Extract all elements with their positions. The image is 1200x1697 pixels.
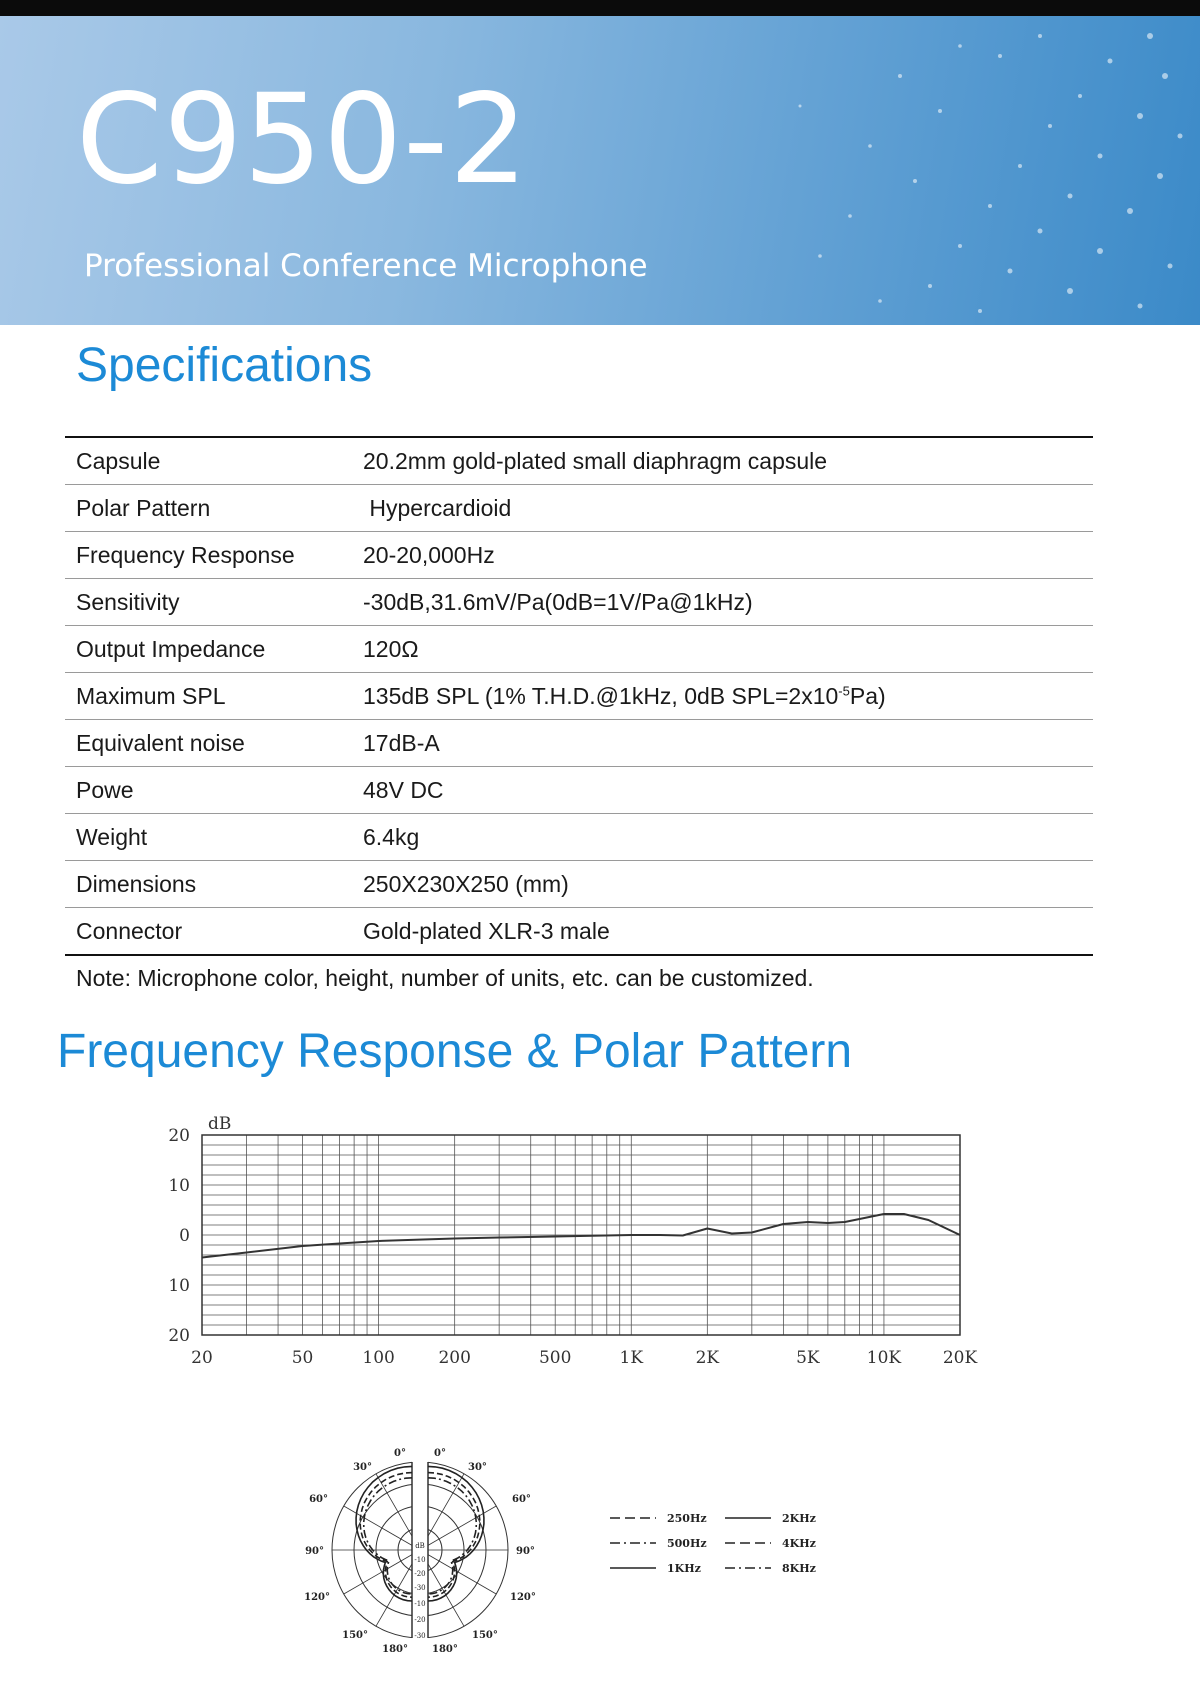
spec-value: 17dB-A bbox=[352, 720, 1093, 767]
model-title: C950-2 bbox=[76, 68, 529, 212]
polar-radial-label: -30 bbox=[414, 1584, 426, 1592]
x-tick-label: 20K bbox=[942, 1348, 978, 1368]
polar-radial-label: -30 bbox=[414, 1632, 426, 1640]
spl-exponent: -5 bbox=[838, 682, 850, 698]
spec-label: Capsule bbox=[65, 437, 352, 485]
table-row bbox=[65, 908, 1093, 956]
spec-label: Connector bbox=[76, 917, 183, 944]
polar-angle-label: 120° bbox=[304, 1592, 330, 1603]
polar-angle-label: 180° bbox=[382, 1644, 408, 1655]
polar-angle-label: 150° bbox=[342, 1630, 368, 1641]
product-subtitle: Professional Conference Microphone bbox=[84, 248, 648, 284]
polar-radial-label: -10 bbox=[414, 1600, 426, 1608]
spec-value: Gold-plated XLR-3 male bbox=[363, 917, 610, 944]
polar-spoke bbox=[344, 1550, 420, 1594]
x-tick-label: 5K bbox=[796, 1348, 820, 1368]
table-row bbox=[65, 673, 1093, 720]
spec-label: Sensitivity bbox=[65, 579, 352, 626]
spec-value: 20-20,000Hz bbox=[352, 532, 1093, 579]
response-series-line bbox=[202, 1214, 960, 1258]
y-tick-label: 20 bbox=[168, 1126, 190, 1146]
polar-angle-label: 0° bbox=[434, 1448, 446, 1459]
y-tick-label: 20 bbox=[168, 1326, 190, 1346]
table-row bbox=[65, 861, 1093, 908]
x-tick-label: 200 bbox=[438, 1348, 471, 1368]
x-tick-label: 500 bbox=[538, 1348, 572, 1368]
spec-label: Powe bbox=[65, 767, 352, 814]
table-row bbox=[65, 626, 1093, 673]
spec-label: Equivalent noise bbox=[65, 720, 352, 767]
spec-label: Polar Pattern bbox=[65, 485, 352, 532]
legend-label: 500Hz bbox=[667, 1537, 707, 1550]
legend-label: 1KHz bbox=[667, 1562, 701, 1575]
polar-angle-label: 60° bbox=[309, 1494, 328, 1505]
x-tick-label: 10K bbox=[866, 1348, 902, 1368]
table-row bbox=[65, 437, 1093, 485]
polar-angle-label: 150° bbox=[472, 1630, 498, 1641]
table-row bbox=[65, 579, 1093, 626]
legend-label: 250Hz bbox=[667, 1512, 707, 1525]
spl-value-unit: Pa) bbox=[849, 682, 886, 709]
table-row bbox=[65, 532, 1093, 579]
polar-angle-label: 60° bbox=[512, 1494, 531, 1505]
spec-value bbox=[352, 673, 1093, 720]
spec-value: Hypercardioid bbox=[352, 485, 1093, 532]
customization-note: Note: Microphone color, height, number of units, etc. can be customized. bbox=[76, 965, 814, 991]
specifications-table bbox=[65, 436, 1093, 956]
polar-angle-label: 90° bbox=[516, 1546, 535, 1557]
x-tick-label: 2K bbox=[695, 1348, 720, 1368]
table-row bbox=[65, 767, 1093, 814]
spec-value: 6.4kg bbox=[352, 814, 1093, 861]
top-black-bar bbox=[0, 0, 1200, 16]
x-tick-label: 50 bbox=[291, 1348, 314, 1368]
x-tick-label: 20 bbox=[191, 1348, 213, 1368]
spl-value-text: 135dB SPL (1% T.H.D.@1kHz, 0dB SPL=2x10 bbox=[363, 682, 839, 709]
polar-angle-label: 30° bbox=[353, 1462, 372, 1473]
spec-value: 48V DC bbox=[352, 767, 1093, 814]
frequency-response-chart bbox=[160, 1100, 1000, 1380]
polar-angle-label: 30° bbox=[468, 1462, 487, 1473]
polar-radial-label: -10 bbox=[414, 1556, 426, 1564]
polar-radial-label: -20 bbox=[414, 1570, 426, 1578]
legend-label: 8KHz bbox=[782, 1562, 816, 1575]
y-tick-label: 0 bbox=[179, 1226, 190, 1246]
spec-value: -30dB,31.6mV/Pa(0dB=1V/Pa@1kHz) bbox=[352, 579, 1093, 626]
spec-value: 120Ω bbox=[352, 626, 1093, 673]
spec-label: Frequency Response bbox=[65, 532, 352, 579]
y-axis-label: dB bbox=[208, 1114, 232, 1134]
y-tick-label: 10 bbox=[168, 1176, 190, 1196]
spec-value: 250X230X250 (mm) bbox=[352, 861, 1093, 908]
legend-label: 4KHz bbox=[782, 1537, 816, 1550]
polar-radial-label: -20 bbox=[414, 1616, 426, 1624]
x-tick-label: 1K bbox=[619, 1348, 644, 1368]
specifications-heading: Specifications bbox=[76, 339, 373, 392]
spec-label: Dimensions bbox=[65, 861, 352, 908]
polar-angle-label: 0° bbox=[394, 1448, 406, 1459]
polar-center-gap bbox=[412, 1458, 428, 1642]
polar-spoke bbox=[344, 1506, 420, 1550]
polar-pattern-chart bbox=[290, 1440, 550, 1660]
spec-value: 20.2mm gold-plated small diaphragm capsule bbox=[352, 437, 1093, 485]
polar-legend bbox=[610, 1500, 850, 1580]
polar-spoke bbox=[420, 1506, 496, 1550]
table-row bbox=[65, 485, 1093, 532]
table-row bbox=[65, 720, 1093, 767]
polar-radial-label: dB bbox=[415, 1542, 425, 1550]
frequency-polar-heading: Frequency Response & Polar Pattern bbox=[57, 1025, 853, 1078]
header-banner bbox=[0, 16, 1200, 325]
y-tick-label: 10 bbox=[168, 1276, 190, 1296]
polar-spoke bbox=[420, 1550, 496, 1594]
table-row bbox=[65, 814, 1093, 861]
polar-angle-label: 90° bbox=[305, 1546, 324, 1557]
polar-angle-label: 120° bbox=[510, 1592, 536, 1603]
spec-label: Output Impedance bbox=[65, 626, 352, 673]
spec-label: Weight bbox=[65, 814, 352, 861]
legend-label: 2KHz bbox=[782, 1512, 816, 1525]
x-tick-label: 100 bbox=[362, 1348, 395, 1368]
polar-angle-label: 180° bbox=[432, 1644, 458, 1655]
spec-label: Maximum SPL bbox=[65, 673, 352, 720]
